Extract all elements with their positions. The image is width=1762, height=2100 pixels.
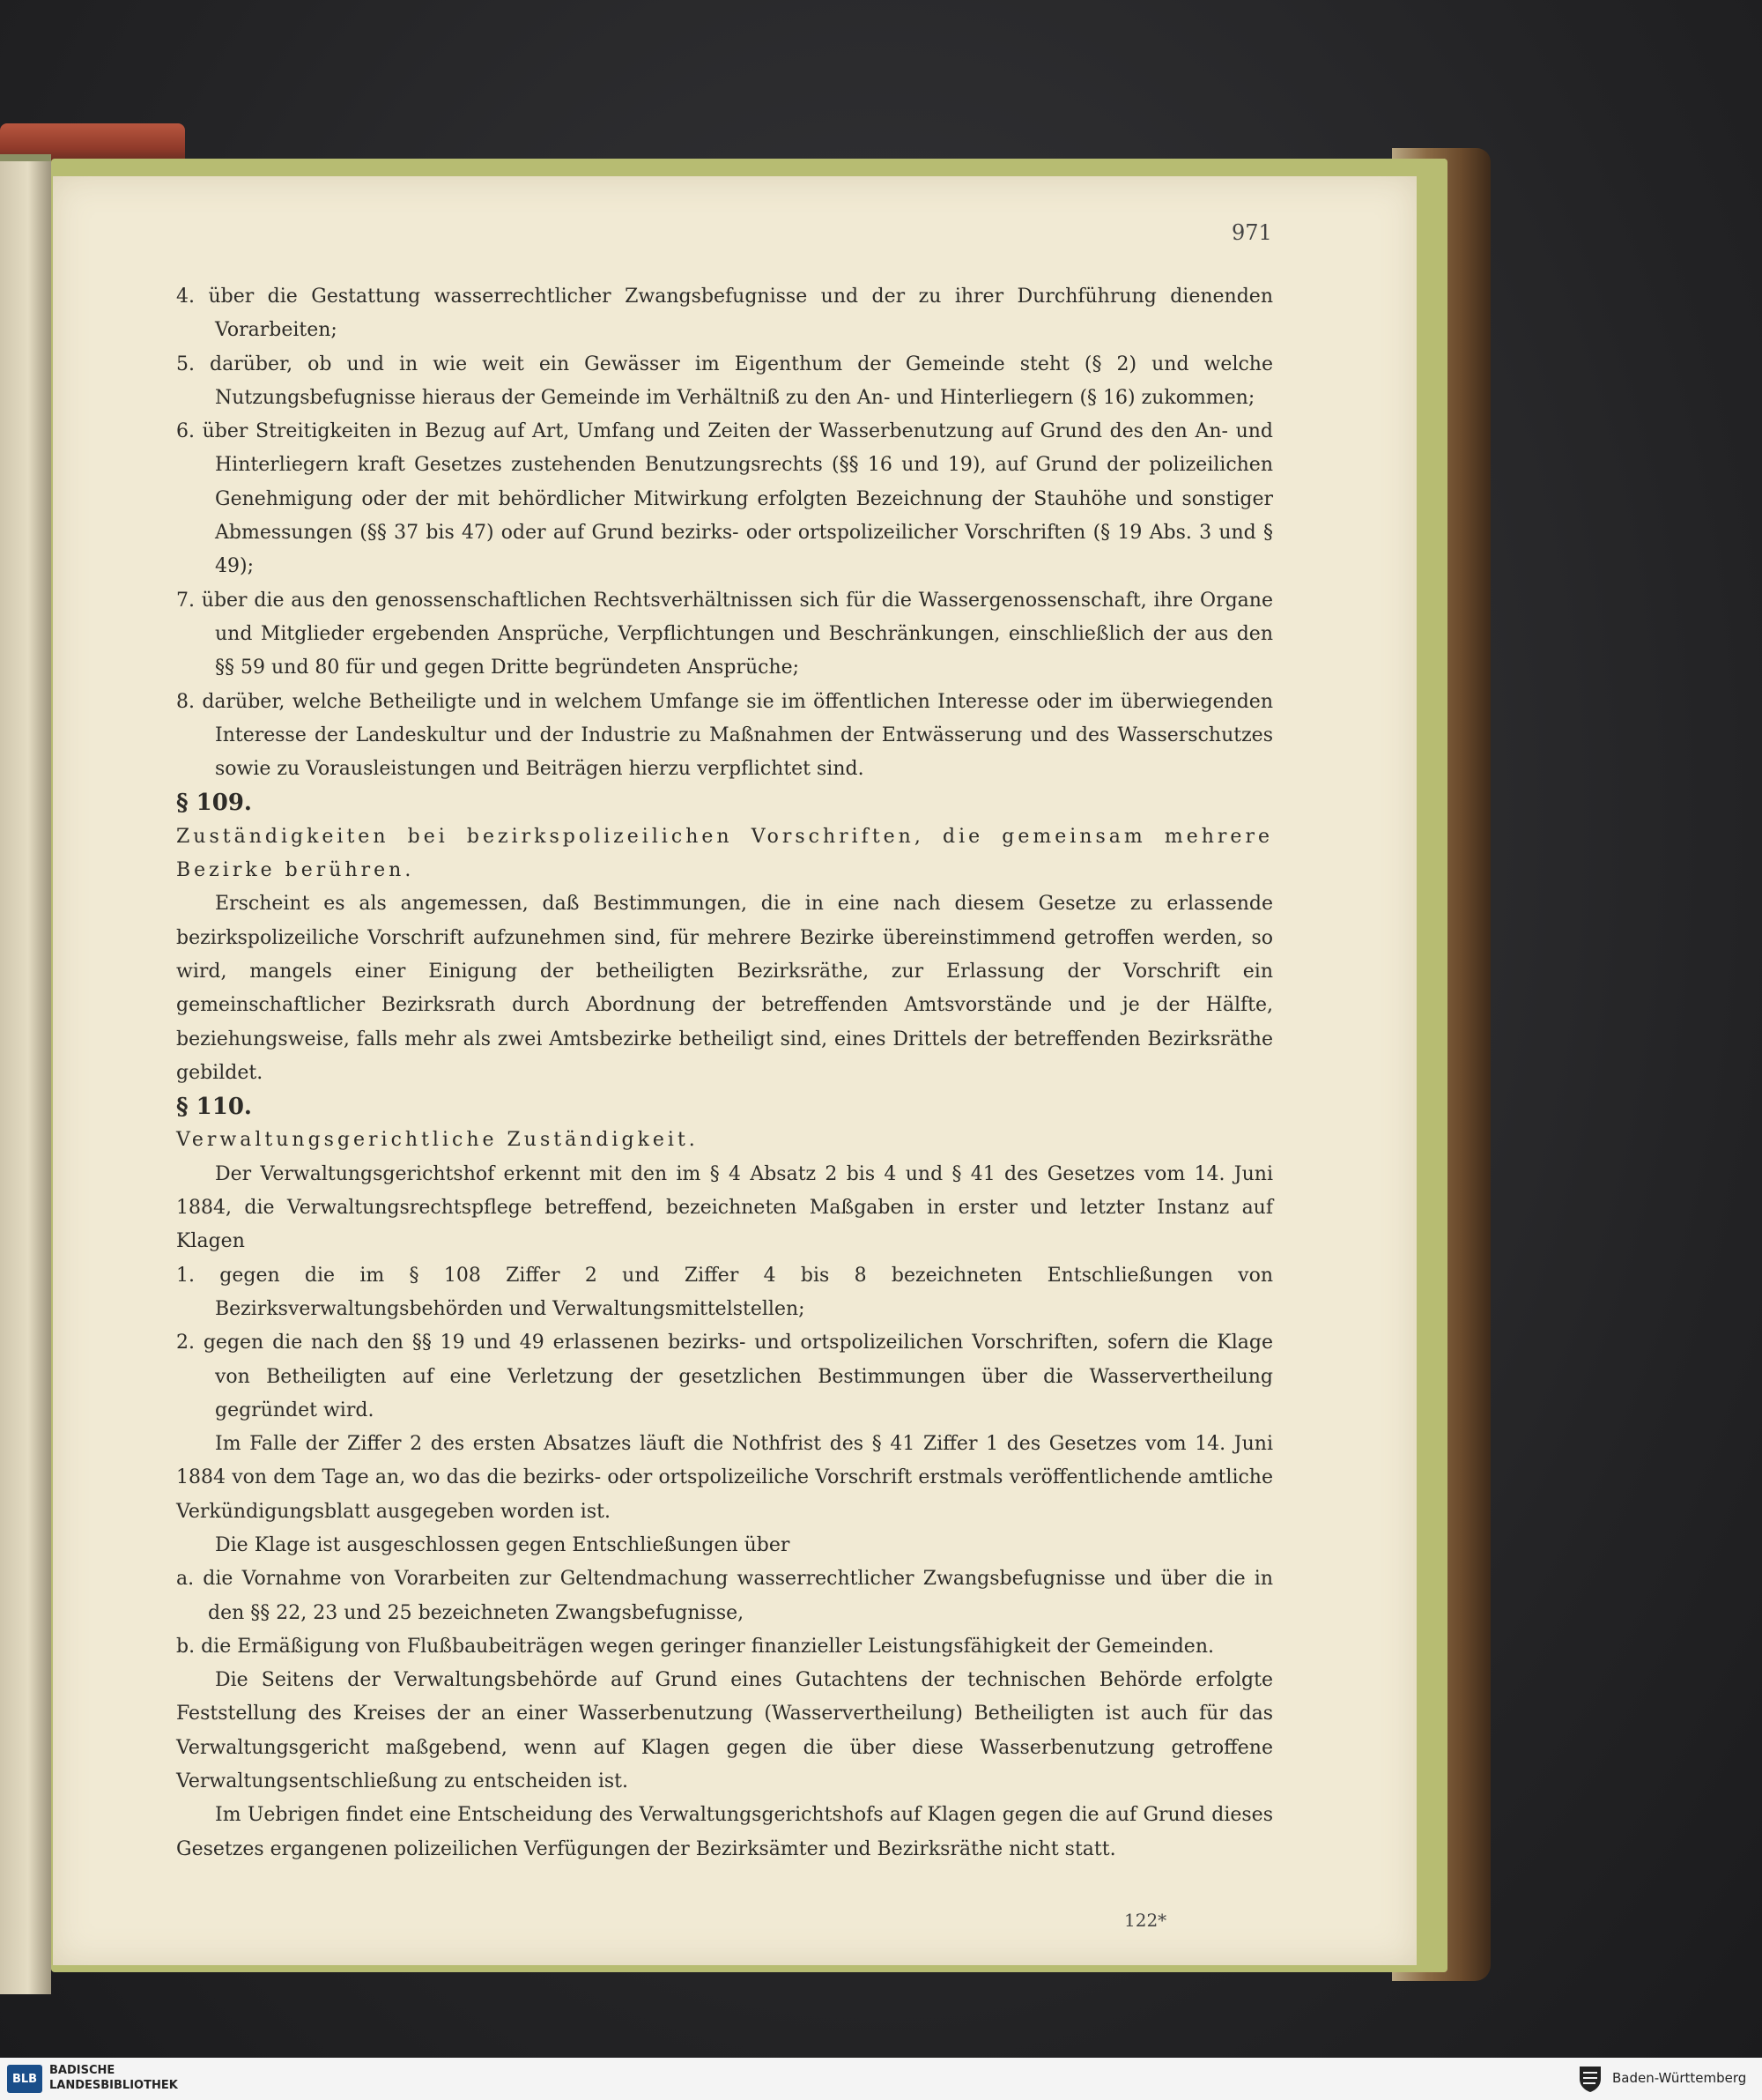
paragraph: Die Seitens der Verwaltungsbehörde auf Grund eines Gutachtens der technischen Behörde erfolgte Feststellung des Kreises der an einer Wasserbenutzung (Wasservertheilung) Betheiligten ist auch für das Verwaltungsgericht maßgebend, wenn auf Klagen gegen die über diese Wasserbenutzung getroffene Verwaltungsentschließung zu entscheiden ist. (176, 1669, 1273, 1793)
blb-logo[interactable]: BLB (7, 2065, 42, 2093)
library-name-line2: LANDESBIBLIOTHEK (49, 2079, 178, 2092)
paragraph-item: 7. über die aus den genossenschaftlichen Rechtsverhältnissen sich für die Wassergenossenschaft, ihre Organe und Mitglieder ergebenden Ansprüche, Verpflichtungen und Beschränkungen, einschließlich der aus den §§ 59 und 80 für und gegen Dritte begründeten Ansprüche; (176, 589, 1273, 679)
section-heading: Verwaltungsgerichtliche Zuständigkeit. (176, 1129, 699, 1152)
paragraph-item: 4. über die Gestattung wasserrechtlicher Zwangsbefugnisse und der zu ihrer Durchführung dienenden Vorarbeiten; (176, 286, 1273, 342)
paragraph-item: 1. gegen die im § 108 Ziffer 2 und Ziffer 4 bis 8 bezeichneten Entschließungen von Bezirksverwaltungsbehörden und Verwaltungsmittelstellen; (176, 1264, 1273, 1320)
footer-bar (0, 2058, 1762, 2100)
paragraph: Der Verwaltungsgerichtshof erkennt mit den im § 4 Absatz 2 bis 4 und § 41 des Gesetzes vom 14. Juni 1884, die Verwaltungsrechtspflege betreffend, bezeichneten Maßgaben in erster und letzter Instanz auf Klagen (176, 1162, 1273, 1253)
library-name-line1: BADISCHE (49, 2064, 115, 2077)
sheet-signature: 122* (1124, 1910, 1167, 1931)
paragraph-item: 8. darüber, welche Betheiligte und in welchem Umfange sie im öffentlichen Interesse oder im überwiegenden Interesse der Landeskultur und der Industrie zu Maßnahmen der Entwässerung und des Wasserschutzes sowie zu Vorausleistungen und Beiträgen hierzu verpflichtet sind. (176, 690, 1273, 781)
paragraph: Im Uebrigen findet eine Entscheidung des Verwaltungsgerichtshofs auf Klagen gegen die auf Grund dieses Gesetzes ergangenen polizeilichen Verfügungen der Bezirksämter und Bezirksräthe nicht statt. (176, 1804, 1273, 1860)
paragraph-item: 5. darüber, ob und in wie weit ein Gewässer im Eigenthum der Gemeinde steht (§ 2) und welche Nutzungsbefugnisse hieraus der Gemeinde im Verhältniß zu den An- und Hinterliegern (§ 16) zukommen; (176, 352, 1273, 409)
page-number: 971 (1232, 220, 1272, 245)
coat-of-arms-icon (1577, 2065, 1603, 2093)
facing-page-edge (0, 154, 51, 1994)
paragraph-subitem: a. die Vornahme von Vorarbeiten zur Geltendmachung wasserrechtlicher Zwangsbefugnisse und über die in den §§ 22, 23 und 25 bezeichneten Zwangsbefugnisse, (176, 1568, 1273, 1624)
page-text (176, 280, 1273, 1866)
paragraph: Erscheint es als angemessen, daß Bestimmungen, die in eine nach diesem Gesetze zu erlassende bezirkspolizeiliche Vorschrift aufzunehmen sind, für mehrere Bezirke übereinstimmend getroffen werden, so wird, mangels einer Einigung der betheiligten Bezirksräthe, zur Erlassung der Vorschrift ein gemeinschaftlicher Bezirksrath durch Abordnung der betreffenden Amtsvorstände und je der Hälfte, beziehungsweise, falls mehr als zwei Amtsbezirke betheiligt sind, eines Drittels der betreffenden Bezirksräthe gebildet. (176, 893, 1273, 1084)
paragraph: Im Falle der Ziffer 2 des ersten Absatzes läuft die Nothfrist des § 41 Ziffer 1 des Gesetzes vom 14. Juni 1884 von dem Tage an, wo das die bezirks- oder ortspolizeiliche Vorschrift erstmals veröffentlichende amtliche Verkündigungsblatt ausgegeben worden ist. (176, 1433, 1273, 1523)
section-title: § 109. (176, 790, 252, 817)
section-heading: Zuständigkeiten bei bezirkspolizeilichen Vorschriften, die gemeinsam mehrere Bezirke berühren. (176, 825, 1273, 882)
state-label[interactable]: Baden-Württemberg (1612, 2070, 1747, 2086)
section-title: § 110. (176, 1094, 252, 1121)
paragraph: Die Klage ist ausgeschlossen gegen Entschließungen über (215, 1533, 790, 1556)
paragraph-subitem: b. die Ermäßigung von Flußbaubeiträgen wegen geringer finanzieller Leistungsfähigkeit der Gemeinden. (176, 1635, 1214, 1658)
paragraph-item: 2. gegen die nach den §§ 19 und 49 erlassenen bezirks- und ortspolizeilichen Vorschriften, sofern die Klage von Betheiligten auf eine Verletzung der gesetzlichen Bestimmungen über die Wasservertheilung gegründet wird. (176, 1332, 1273, 1421)
paragraph-item: 6. über Streitigkeiten in Bezug auf Art, Umfang und Zeiten der Wasserbenutzung auf Grund des den An- und Hinterliegern kraft Gesetzes zustehenden Benutzungsrechts (§§ 16 und 19), auf Grund der polizeilichen Genehmigung oder der mit behördlicher Mitwirkung erfolgten Bezeichnung der Stauhöhe und sonstiger Abmessungen (§§ 37 bis 47) oder auf Grund bezirks- oder ortspolizeilicher Vorschriften (§ 19 Abs. 3 und § 49); (176, 420, 1273, 578)
library-name[interactable] (49, 2063, 178, 2093)
